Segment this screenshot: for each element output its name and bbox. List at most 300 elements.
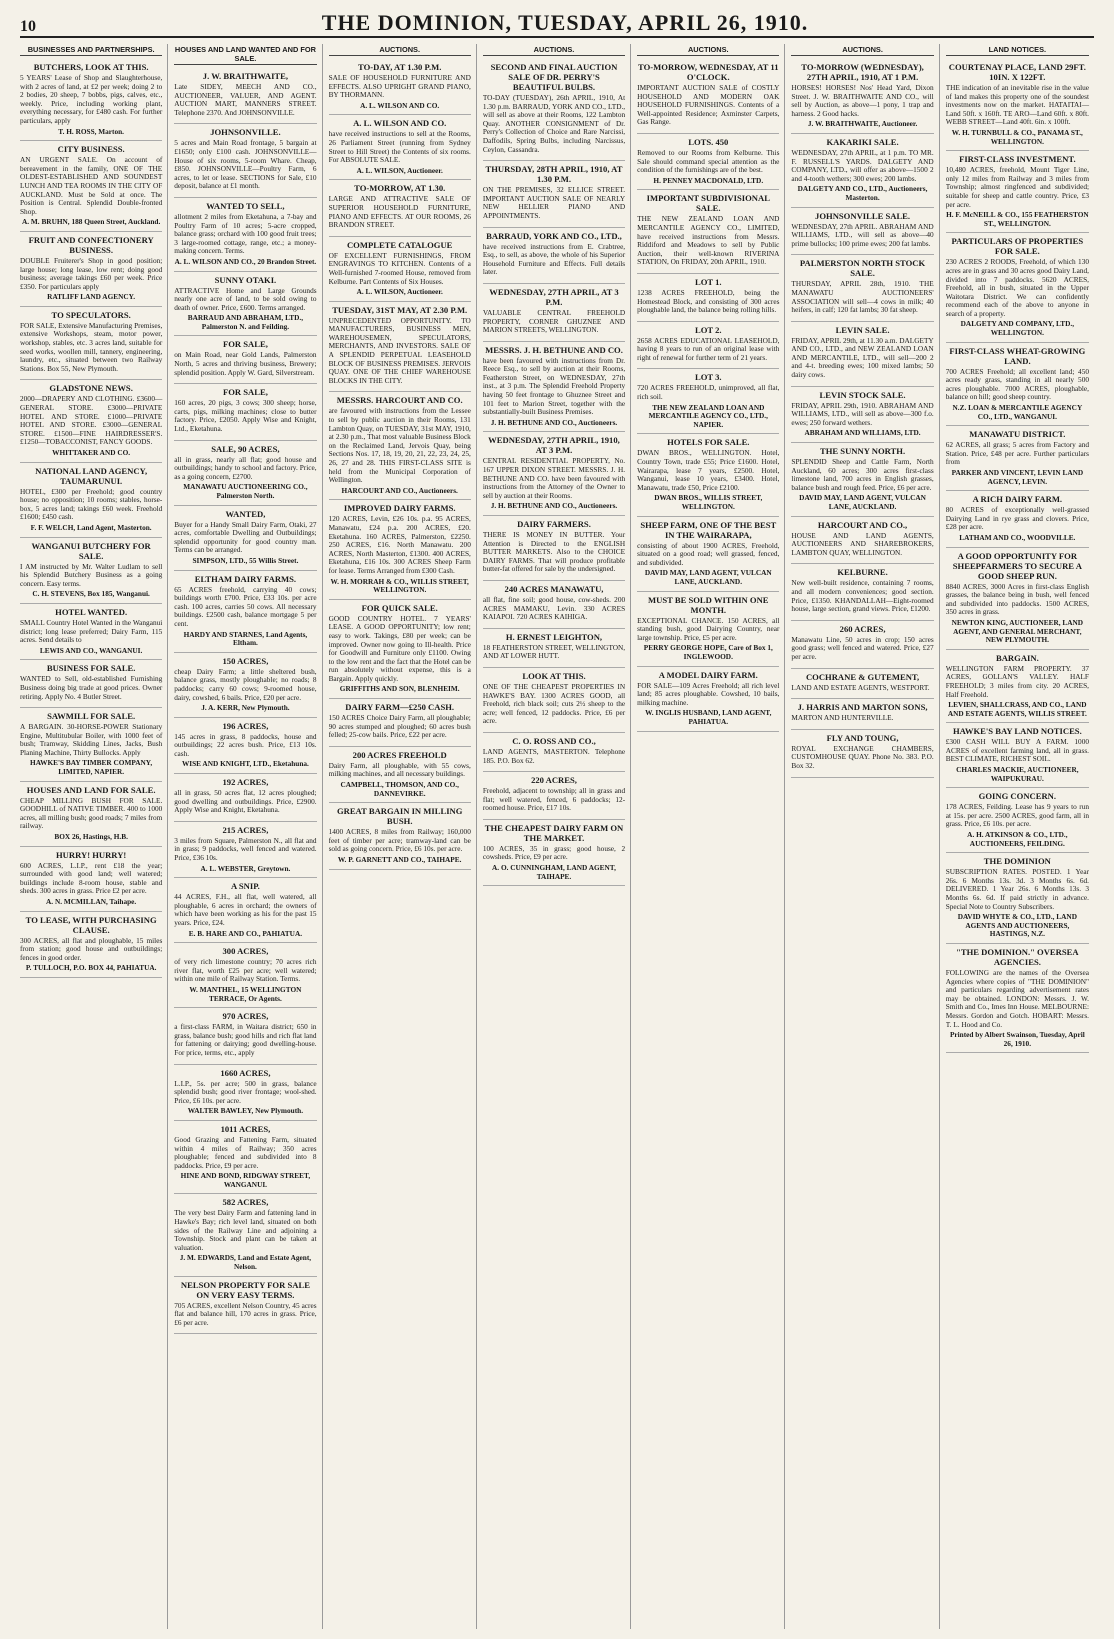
classified-ad: [483, 342, 625, 433]
ad-body: Freehold, adjacent to township; all in grass and flat; well watered, fenced, 6 paddocks; 12-roomed house. Price, £17 10s.: [482, 786, 626, 813]
ad-body: 1238 ACRES FREEHOLD, being the Homestead Block, and consisting of 300 acres ploughable land, the balance being rolling hills.: [637, 287, 780, 315]
ad-body: FOLLOWING are the names of the Oversea Agencies where copies of "THE DOMINION" and particulars regarding advertisement rates may be obtained. LONDON: Messrs. J. W. Smith and Co., Imes Inn House. MELBOURNE: Messrs. Gordon and Gotch. HOBART: Messrs. T. L. Hood and Co.: [945, 967, 1089, 1029]
ad-body: 2000—DRAPERY AND CLOTHING. £3600—GENERAL STORE. £3000—PRIVATE HOTEL AND STORE. £1000—PRIVATE HOTEL AND STORE. £3000—GENERAL STORE. £1500—FINE HAIRDRESSER'S. £1250—TOBACCONIST, FANCY GOODS.: [20, 394, 163, 447]
page-number: 10: [20, 18, 36, 35]
ad-body: DOUBLE Fruiterer's Shop in good position; large house; long lease, low rent; doing good business; average takings £60 per week. Price £350. For particulars apply: [20, 255, 163, 291]
classified-ad: [637, 322, 779, 370]
ad-heading: GREAT BARGAIN IN MILLING BUSH.: [336, 806, 463, 827]
ad-heading: JOHNSONVILLE.: [210, 127, 281, 138]
classified-ad: [791, 134, 933, 208]
classified-ad: [637, 274, 779, 322]
ad-heading: JOHNSONVILLE SALE.: [815, 210, 911, 221]
ad-heading: HARCOURT AND CO.,: [817, 519, 908, 530]
ad-heading: WEDNESDAY, 27TH APRIL, AT 3 P.M.: [489, 286, 619, 307]
ad-heading: BUTCHERS, LOOK AT THIS.: [33, 62, 149, 72]
classified-ad: [946, 723, 1089, 788]
ad-body: 3 miles from Square, Palmerston N., all flat and in grass; 9 paddocks, well fenced and watered. Price, £36 10s.: [174, 835, 317, 863]
ad-body: HOUSE AND LAND AGENTS, AUCTIONEERS AND SHAREBROKERS, LAMBTON QUAY, WELLINGTON.: [791, 530, 934, 557]
ad-body: Manawatu Line, 50 acres in crop; 150 acres good grass; well fenced and watered. Price, £27 per acre.: [791, 634, 934, 661]
ad-body: Late SIDEY, MEECH AND CO., AUCTIONEER, VALUER, AND AGENT. AUCTION MART, MANNERS STREET. Telephone 2370. And JOHNSONVILLE.: [174, 82, 317, 117]
ad-heading: C. O. ROSS AND CO.,: [512, 735, 596, 746]
ad-signature: DWAN BROS., WILLIS STREET, WELLINGTON.: [654, 493, 763, 511]
newspaper-title: THE DOMINION, TUESDAY, APRIL 26, 1910.: [321, 10, 809, 35]
ad-signature: E. B. HARE AND CO., PAHIATUA.: [188, 928, 303, 938]
classified-ad: [20, 141, 162, 232]
ad-signature: Printed by Albert Swainson, Tuesday, April 26, 1910.: [949, 1030, 1085, 1048]
ad-body: CHEAP MILLING BUSH FOR SALE. GOODHILL of NATIVE TIMBER. 400 to 1000 acres, all milling bush; good roads; 7 miles from railway.: [20, 795, 163, 831]
classified-ad: [483, 59, 625, 161]
classified-ad: [637, 517, 779, 592]
ad-body: UNPRECEDENTED OPPORTUNITY. TO MANUFACTURERS, BUSINESS MEN, WAREHOUSEMEN, SPECULATORS, MERCHANTS, AND INVESTORS. SALE OF A SPLENDID PERPETUAL LEASEHOLD BLOCK OF BUSINESS PREMISES. JERVOIS QUAY. ONE OF THE CHIEF WAREHOUSE BLOCKS IN THE CITY.: [328, 315, 471, 385]
classified-ad: [174, 822, 316, 878]
classified-ad: [174, 1194, 316, 1276]
ad-signature: LEVIEN, SHALLCRASS, AND CO., LAND AND ESTATE AGENTS, WILLIS STREET.: [947, 700, 1087, 718]
classified-ad: [174, 653, 316, 718]
ad-signature: LATHAM AND CO., WOODVILLE.: [959, 532, 1076, 542]
column-header: LAND NOTICES.: [946, 45, 1089, 56]
ad-body: Removed to our Rooms from Kelburne. This Sale should command special attention as the condition of the furnishings are of the best.: [637, 147, 780, 175]
classified-ad: [637, 369, 779, 434]
ad-heading: TO-MORROW, AT 1.30.: [354, 183, 446, 194]
ad-heading: J. W. BRAITHWAITE,: [202, 71, 289, 81]
ad-heading: 240 ACRES MANAWATU,: [504, 583, 604, 594]
classified-ad: [329, 180, 471, 236]
ad-signature: A. L. WILSON, Auctioneer.: [356, 287, 443, 297]
ad-heading: SUNNY OTAKI.: [214, 274, 277, 285]
ad-body: 160 acres, 20 pigs, 3 cows; 300 sheep; horse, carts, pigs, milking machines; close to butter factory. Price, £2050. Apply Wise and Knight, Ltd., Eketahuna.: [174, 398, 317, 434]
ad-body: all flat, fine soil; good house, cow-sheds. 200 ACRES MAMAKU, Levin. 330 ACRES KAIAPOI. 720 ACRES KAIHIGA.: [482, 594, 626, 622]
ad-heading: MUST BE SOLD WITHIN ONE MONTH.: [648, 594, 769, 615]
ad-signature: F. F. WELCH, Land Agent, Masterton.: [30, 522, 152, 532]
classified-ad: [174, 878, 316, 943]
ad-body: WANTED to Sell, old-established Furnishing Business doing big trade at good prices. Owner retiring. Apply No. 4 Butler Street.: [20, 674, 163, 701]
ad-body: SPLENDID Sheep and Cattle Farm, North Auckland, 60 acres; 300 acres first-class limestone land, 700 acres in English grasses, balance bush and rough feed. Price, £6 per acre.: [791, 457, 934, 492]
ad-body: WEDNESDAY, 27th APRIL, at 1 p.m. TO MR. F. RUSSELL'S YARDS. DALGETY AND COMPANY, LTD., will offer as above—1500 2 and 4-tooth wethers; 300 ewes; 200 lambs.: [791, 147, 934, 183]
ad-heading: 200 ACRES FREEHOLD: [352, 749, 447, 760]
classified-ad: [174, 68, 316, 124]
classified-ad: [174, 774, 316, 822]
classified-ad: [20, 463, 162, 538]
column-header: AUCTIONS.: [791, 45, 933, 56]
classified-ad: [946, 650, 1089, 724]
ad-body: AN URGENT SALE. On account of bereavement in the family, ONE OF THE OLDEST-ESTABLISHED AND SOUNDEST LUNCH AND TEA ROOMS IN THE CITY OF AUCKLAND. Must be Sold at once. The Position is Central. Splendid Double-fronted Shop.: [20, 155, 163, 216]
ad-heading: THE CHEAPEST DAIRY FARM ON THE MARKET.: [484, 822, 624, 843]
classified-ad: [329, 302, 471, 393]
classified-ad: [791, 517, 933, 565]
classified-ad: [791, 443, 933, 517]
classified-ad: [329, 115, 471, 180]
classified-ad: [637, 592, 779, 667]
classified-ad: [20, 380, 162, 462]
ad-body: LAND AND ESTATE AGENTS, WESTPORT.: [791, 682, 930, 692]
ad-body: THE NEW ZEALAND LOAN AND MERCANTILE AGENCY CO., LIMITED, have received instructions from Messrs. Riddiford and Meadows to sell by Public Auction, their well-known RIVERINA STATION, On FRIDAY, 20th APRIL, 1910.: [637, 214, 780, 267]
ad-heading: GOING CONCERN.: [978, 791, 1057, 802]
ad-body: 44 ACRES, F.H., all flat, well watered, all ploughable, 6 acres in orchard; the owners of which have been working as his for the past 15 years. Price, £24.: [174, 892, 317, 927]
ad-heading: THURSDAY, 28TH APRIL, 1910, AT 1.30 P.M.: [485, 164, 623, 185]
classified-ad: [483, 581, 625, 629]
ad-signature: ABRAHAM AND WILLIAMS, LTD.: [804, 428, 921, 438]
ad-body: 150 ACRES Choice Dairy Farm, all ploughable; 90 acres stumped and ploughed; 60 acres bush felled; 25-cow bails. Price, £22 per acre.: [328, 713, 471, 740]
classified-ad: [946, 944, 1089, 1053]
ad-heading: IMPROVED DAIRY FARMS.: [343, 503, 456, 514]
classified-ad: [174, 506, 316, 571]
column-3: [329, 44, 477, 1629]
ad-body: FOR SALE, Extensive Manufacturing Premises, extensive Workshops, steam, motor power, workshop, stables, etc. 3 acres land, suitable for seed works, woollen mill, tannery, engineering, laundry, etc., situated between two Railway Stations. Box 55, New Plymouth.: [20, 320, 163, 373]
ad-body: GOOD COUNTRY HOTEL. 7 YEARS' LEASE. A GOOD OPPORTUNITY; low rent; easy to work. Takings, £80 per week; can be improved. Owner now going to Ill-health. Price for Goodwill and Furniture only £1100. Owing to the low rent and the fact that the Hotel can be run absolutely without expense, this is a Bargain. Apply quickly.: [328, 613, 471, 683]
classified-ad: [20, 782, 162, 847]
columns-container: [20, 44, 1094, 1629]
ad-body: TO-DAY (TUESDAY), 26th APRIL, 1910, At 1.30 p.m. BARRAUD, YORK AND CO., LTD., will sell as above at their Rooms, 122 Lambton Quay. ANOTHER CONSIGNMENT of Dr. Perry's Collection of Choice and Rare Narcissi, Daffodils, Spring Bulbs, including Narcissus, Ceylon, Cassandra.: [482, 93, 626, 154]
classified-ad: [20, 847, 162, 912]
ad-heading: A GOOD OPPORTUNITY FOR SHEEPFARMERS TO SECURE A GOOD SHEEP RUN.: [952, 550, 1082, 581]
ad-body: 600 ACRES, L.I.P., rent £18 the year; surrounded with good land; well watered; buildings include 8-room house, stable and sheds. 300 acres in grass. Price £2 per acre.: [20, 860, 163, 896]
ad-body: 120 ACRES, Levin, £26 10s. p.a. 95 ACRES, Manawatu, £24 p.a. 200 ACRES, £20. Eketahuna. 160 ACRES, Palmerston, £2250. 250 ACRES, £16. North Manawatu. 200 ACRES, North Masterton, £1300. 400 ACRES, Eketahuna, £16 10s. 300 ACRES Sheep Farm for lease. Terms Arranged from £300 Cash.: [328, 514, 471, 575]
ad-heading: SAWMILL FOR SALE.: [47, 711, 136, 722]
ad-body: WELLINGTON FARM PROPERTY. 37 ACRES, GOLLAN'S VALLEY. HALF FREEHOLD; 3 miles from city. 20 ACRES, Half Freehold.: [945, 663, 1089, 699]
ad-signature: W. H. TURNBULL & CO., PANAMA ST., WELLINGTON.: [951, 127, 1083, 146]
ad-heading: PALMERSTON NORTH STOCK SALE.: [799, 258, 926, 279]
ad-signature: P. TULLOCH, P.O. BOX 44, PAHIATUA.: [25, 963, 157, 973]
ad-body: on Main Road, near Gold Lands, Palmerston North, 5 acres and thriving business, Brewery; splendid position. Apply W. Gard, Silverstream.: [174, 350, 317, 377]
ad-body: 1400 ACRES, 8 miles from Railway; 160,000 feet of timber per acre; tramway-land can be sold as going concern. Price, £6 10s. per acre.: [328, 827, 471, 854]
classified-ad: [791, 255, 933, 321]
ad-heading: TO-MORROW (WEDNESDAY), 27TH APRIL, 1910, AT 1 P.M.: [801, 62, 924, 82]
ad-heading: A MODEL DAIRY FARM.: [658, 669, 758, 680]
ad-body: LAND AGENTS, MASTERTON. Telephone 185. P.O. Box 62.: [482, 746, 626, 765]
classified-ad: [791, 59, 933, 134]
ad-signature: W. H. MORRAH & CO., WILLIS STREET, WELLINGTON.: [330, 576, 469, 595]
ad-heading: H. ERNEST LEIGHTON,: [505, 631, 603, 642]
ad-body: 18 FEATHERSTON STREET, WELLINGTON, AND AT LOWER HUTT.: [482, 642, 626, 661]
column-header: BUSINESSES AND PARTNERSHIPS.: [20, 45, 162, 56]
ad-heading: 192 ACRES,: [222, 777, 269, 788]
ad-signature: DAVID MAY, LAND AGENT, VULCAN LANE, AUCKLAND.: [644, 568, 772, 586]
ad-body: ROYAL EXCHANGE CHAMBERS, CUSTOMHOUSE QUAY. Phone No. 383. P.O. Box 32.: [791, 743, 934, 770]
classified-ad: [946, 343, 1089, 427]
classified-ad: [20, 232, 162, 307]
classified-ad: [483, 161, 625, 227]
ad-heading: NATIONAL LAND AGENCY, TAUMARUNUI.: [35, 465, 148, 486]
column-6: [791, 44, 939, 1629]
ad-signature: DAVID WHYTE & CO., LTD., LAND AGENTS AND AUCTIONEERS, HASTINGS, N.Z.: [957, 912, 1077, 939]
ad-signature: J. A. KERR, New Plymouth.: [201, 703, 290, 713]
classified-ad: [946, 59, 1089, 151]
ad-body: WEDNESDAY, 27th APRIL. ABRAHAM AND WILLIAMS, LTD., will sell as above—40 prime bullocks; 100 prime ewes; 200 fat lambs.: [791, 221, 934, 248]
classified-ad: [637, 190, 779, 274]
classified-ad: [174, 1065, 316, 1121]
ad-heading: 260 ACRES,: [839, 623, 886, 634]
ad-heading: WANTED,: [225, 508, 266, 519]
ad-heading: LEVIN STOCK SALE.: [819, 389, 906, 400]
ad-signature: J. M. EDWARDS, Land and Estate Agent, Nelson.: [179, 1253, 312, 1272]
ad-heading: SHEEP FARM, ONE OF THE BEST IN THE WAIRARAPA,: [640, 519, 777, 540]
ad-signature: MANAWATU AUCTIONEERING CO., Palmerston North.: [183, 482, 308, 500]
ad-heading: FOR QUICK SALE.: [361, 602, 438, 613]
ad-body: Buyer for a Handy Small Dairy Farm, Otaki, 27 acres, comfortable Dwelling and Outbuildings; splendid opportunity for good country man. Terms can be arranged.: [174, 519, 317, 555]
ad-body: I AM instructed by Mr. Walter Ludlam to sell his Splendid Butchery Business as a going concern. Easy terms.: [20, 561, 163, 588]
ad-heading: COURTENAY PLACE, LAND 29FT. 10IN. X 122FT.: [948, 62, 1086, 82]
classified-ad: [791, 699, 933, 730]
ad-heading: SECOND AND FINAL AUCTION SALE OF DR. PERRY'S BEAUTIFUL BULBS.: [490, 62, 618, 92]
ad-body: cheap Dairy Farm; a little sheltered bush, balance grass, mostly ploughable; no roads; 8 paddocks; carry 60 cows; 9-roomed house, dairy, cowshed, 6 bails. Price, £20 per acre.: [174, 666, 317, 702]
ad-signature: HINE AND BOND, RIDGWAY STREET, WANGANUI.: [180, 1171, 311, 1189]
ad-signature: BOX 26, Hastings, H.B.: [54, 832, 128, 842]
ad-heading: 300 ACRES,: [222, 946, 269, 957]
classified-ad: [174, 272, 316, 337]
ad-body: £300 CASH WILL BUY A FARM. 1000 ACRES of excellent farming land, all in grass. BEST CLIMATE, RICHEST SOIL.: [945, 737, 1089, 764]
classified-ad: [174, 1121, 316, 1195]
ad-heading: 970 ACRES,: [222, 1011, 269, 1022]
ad-body: 5 YEARS' Lease of Shop and Slaughterhouse, with 2 acres of land, at £2 per week; doing 2 to 2 bodies, 20 sheep, 7 bobbs, pigs, calves, etc., weekly. Price, including working plant, everything necessary, for £480 cash. For further particulars, apply: [20, 73, 163, 125]
classified-ad: [791, 322, 933, 387]
column-7: [946, 44, 1094, 1629]
ad-signature: N.Z. LOAN & MERCANTILE AGENCY CO., LTD., WANGANUI.: [952, 403, 1083, 421]
ad-body: ATTRACTIVE Home and Large Grounds nearly one acre of land, to be sold owing to death of owner. Price, £600. Terms arranged.: [174, 285, 317, 312]
ad-heading: SALE, 90 ACRES,: [211, 443, 280, 454]
ad-signature: HARCOURT AND CO., Auctioneers.: [341, 485, 458, 495]
ad-signature: W. P. GARNETT AND CO., TAIHAPE.: [337, 855, 462, 864]
ad-heading: THE DOMINION: [983, 856, 1051, 867]
ad-body: 65 ACRES freehold, carrying 40 cows; buildings worth £700. Price, £33 10s. per acre cash. 100 acres, carries 50 cows. All necessary buildings. £2500 cash, balance mortgage 5 per cent.: [174, 584, 317, 628]
ad-heading: MESSRS. HARCOURT AND CO.: [336, 395, 463, 406]
ad-signature: GRIFFITHS AND SON, BLENHEIM.: [339, 684, 460, 694]
ad-heading: 1660 ACRES,: [220, 1067, 271, 1078]
classified-ad: [20, 59, 162, 141]
ad-signature: WALTER BAWLEY, New Plymouth.: [187, 1106, 304, 1116]
classified-ad: [946, 151, 1089, 233]
ad-signature: LEWIS AND CO., WANGANUI.: [39, 645, 143, 655]
ad-body: THE indication of an inevitable rise in the value of land makes this property one of the soundest investments now on the market. HATAITAI—Land 50ft. x 160ft. TE ARO—Land 60ft. x 80ft. WEBB STREET—Land 40ft. 6in. x 100ft.: [945, 83, 1089, 127]
classified-ad: [637, 59, 779, 134]
ad-signature: H. F. McNEILL & CO., 155 FEATHERSTON ST., WELLINGTON.: [946, 210, 1089, 228]
ad-body: have received instructions from E. Crabtree, Esq., to sell, as above, the whole of his Superior Household Furniture and Effects. Full details later.: [482, 241, 626, 277]
column-header: AUCTIONS.: [637, 45, 779, 56]
ad-heading: HOUSES AND LAND FOR SALE.: [26, 784, 156, 795]
ad-body: IMPORTANT AUCTION SALE of COSTLY HOUSEHOLD AND MODERN OAK HOUSEHOLD FURNISHINGS. Contents of a Well-appointed Residence; Axminster Carpets, Gas Range.: [637, 83, 780, 127]
ad-signature: BARRAUD AND ABRAHAM, LTD., Palmerston N. and Feilding.: [187, 313, 304, 331]
classified-ad: [20, 307, 162, 381]
ad-signature: DALGETY AND CO., LTD., Auctioneers, Masterton.: [797, 184, 928, 202]
ad-body: 705 ACRES, excellent Nelson Country, 45 acres flat and balance hill, 170 acres in grass. Price, £6 per acre.: [174, 1300, 317, 1327]
ad-heading: A SNIP.: [231, 881, 260, 892]
ad-signature: PARKER AND VINCENT, LEVIN LAND AGENCY, LEVIN.: [951, 468, 1084, 486]
ad-body: HORSES! HORSES! Nos' Head Yard, Dixon Street. J. W. BRAITHWAITE AND CO., will sell by Auction, as above—1 pony, 1 trap and harness. 2 Good hacks.: [791, 83, 934, 118]
ad-body: Dairy Farm, all ploughable, with 55 cows, milking machines, and all necessary buildings.: [328, 760, 471, 779]
ad-heading: 215 ACRES,: [222, 824, 269, 835]
classified-ad: [20, 538, 162, 604]
classified-ad: [483, 820, 625, 886]
ad-signature: RATLIFF LAND AGENCY.: [47, 292, 136, 302]
ad-heading: "THE DOMINION." OVERSEA AGENCIES.: [956, 946, 1079, 967]
classified-ad: [946, 426, 1089, 491]
ad-body: 5 acres and Main Road frontage, 5 bargain at £1650; only £100 cash. JOHNSONVILLE—House of six rooms, 5-room Whare. Cheap, £850. JOHNSONVILLE—Poultry Farm, 6 acres, to let or lease. SECTIONS for Sale, £10 deposit, balance at £1 month.: [174, 138, 317, 191]
ad-heading: WEDNESDAY, 27TH APRIL, 1910, AT 3 P.M.: [488, 435, 620, 456]
ad-heading: 196 ACRES,: [222, 720, 269, 731]
ad-signature: A. L. WILSON, Auctioneer.: [356, 165, 443, 175]
ad-body: 178 ACRES, Feilding. Lease has 9 years to run at 15s. per acre. 2500 ACRES, good farm, all in grass. Price, £6 10s. per acre.: [945, 802, 1089, 829]
ad-body: THERE IS MONEY IN BUTTER. Your Attention is Directed to the ENGLISH BUTTER MARKETS. Also to the CHOICE DAIRY FARMS. That will produce profitable butter-fat offered for sale by the undersigned.: [482, 530, 626, 574]
classified-ad: [174, 1277, 316, 1335]
ad-heading: CITY BUSINESS.: [57, 144, 125, 155]
ad-heading: NELSON PROPERTY FOR SALE ON VERY EASY TERMS.: [180, 1279, 310, 1300]
ad-body: 145 acres in grass, 8 paddocks, house and outbuildings; 22 acres bush. Price, £13 10s. cash.: [174, 731, 317, 758]
classified-ad: [174, 718, 316, 774]
classified-ad: [791, 564, 933, 620]
ad-body: DWAN BROS., WELLINGTON. Hotel, Country Town, trade £55; Price £1600. Hotel, Wairarapa, lease 7 years, £2500. Hotel, Wanganui, lease 10 years, £3400. Hotel, Manawatu, trade £50, Price £2100.: [637, 448, 780, 492]
ad-heading: FOR SALE,: [222, 339, 268, 350]
ad-heading: DAIRY FARMERS.: [517, 519, 591, 529]
classified-ad: [946, 548, 1089, 650]
classified-ad: [174, 124, 316, 198]
ad-body: L.I.P., 5s. per acre; 500 in grass, balance splendid bush; good river frontage; wool-shed. Price, £6 10s. per acre.: [174, 1078, 317, 1105]
classified-ad: [791, 621, 933, 669]
ad-signature: C. H. STEVENS, Box 185, Wanganui.: [32, 589, 150, 599]
ad-heading: COCHRANE & GUTEMENT,: [805, 671, 920, 682]
ad-body: allotment 2 miles from Eketahuna, a 7-bay and Poultry Farm of 10 acres; 5-acre cropped, balance grass; orchard with 100 good fruit trees; 3 large-roomed cottage, range, etc.; a money-making concern. Terms.: [174, 211, 317, 256]
ad-heading: TO-DAY, AT 1.30 P.M.: [358, 62, 442, 72]
ad-signature: A. L. WILSON AND CO., 20 Brandon Street.: [174, 256, 317, 266]
ad-body: consisting of about 1900 ACRES, Freehold, situated on a good road; well grassed, fenced, and subdivided.: [637, 540, 780, 567]
column-header: AUCTIONS.: [329, 45, 471, 56]
ad-heading: GLADSTONE NEWS.: [49, 383, 133, 394]
ad-heading: 220 ACRES,: [531, 775, 577, 786]
classified-ad: [329, 699, 471, 747]
ad-body: CENTRAL RESIDENTIAL PROPERTY, No. 167 UPPER DIXON STREET. MESSRS. J. H. BETHUNE AND CO. have been favoured with instructions from the Attorney of the Owner to sell by auction at their Rooms.: [482, 456, 626, 500]
classified-ad: [483, 228, 625, 284]
ad-body: all in grass, 50 acres flat, 12 acres ploughed; good dwelling and outbuildings. Price, £2900. Apply Wise and Knight, Eketahuna.: [174, 788, 317, 815]
classified-ad: [483, 629, 625, 668]
ad-signature: WHITTAKER AND CO.: [52, 448, 131, 457]
classified-ad: [946, 491, 1089, 547]
ad-heading: BARGAIN.: [995, 652, 1039, 663]
classified-ad: [483, 668, 625, 733]
ad-body: SMALL Country Hotel Wanted in the Wanganui district; long lease preferred; Dairy Farm, 115 acres. Send details to: [20, 617, 163, 645]
ad-body: LARGE AND ATTRACTIVE SALE OF SUPERIOR HOUSEHOLD FURNITURE, PIANO AND EFFECTS. AT OUR ROOMS, 26 BRANDON STREET.: [328, 194, 471, 230]
classified-ad: [483, 284, 625, 342]
column-1: [20, 44, 168, 1629]
ad-heading: DAIRY FARM—£250 CASH.: [345, 702, 455, 713]
classified-ad: [174, 384, 316, 440]
ad-heading: FLY AND TOUNG,: [826, 732, 899, 743]
ad-signature: W. INGLIS HUSBAND, LAND AGENT, PAHIATUA.: [645, 708, 772, 726]
ad-body: VALUABLE CENTRAL FREEHOLD PROPERTY, CORNER GHUZNEE AND MARION STREETS, WELLINGTON.: [482, 307, 626, 335]
classified-ad: [483, 733, 625, 772]
ad-body: EXCEPTIONAL CHANCE. 150 ACRES, all standing bush, good Dairying Country, near large township. Price, £5 per acre.: [637, 615, 780, 642]
classified-ad: [946, 853, 1089, 944]
classified-ad: [329, 59, 471, 115]
ad-signature: A. H. ATKINSON & CO., LTD., AUCTIONEERS, FEILDING.: [967, 830, 1068, 848]
classified-ad: [329, 500, 471, 599]
ad-heading: FIRST-CLASS WHEAT-GROWING LAND.: [949, 345, 1086, 366]
ad-heading: IMPORTANT SUBDIVISIONAL SALE.: [646, 193, 770, 214]
column-4: [483, 44, 631, 1629]
ad-body: FRIDAY, APRIL 29th, 1910. ABRAHAM AND WILLIAMS, LTD., will sell as above—300 f.o. ewes; 250 forward wethers.: [791, 400, 934, 427]
ad-signature: THE NEW ZEALAND LOAN AND MERCANTILE AGENCY CO., LTD., NAPIER.: [648, 402, 768, 429]
column-header: AUCTIONS.: [483, 45, 625, 56]
classified-ad: [329, 237, 471, 302]
ad-heading: FRUIT AND CONFECTIONERY BUSINESS.: [28, 234, 154, 255]
classified-ad: [174, 441, 316, 506]
classified-ad: [20, 912, 162, 978]
ad-body: 62 ACRES, all grass; 5 acres from Factory and Station. Price, £48 per acre. Further particulars from: [945, 440, 1089, 467]
classified-ad: [174, 1008, 316, 1064]
ad-body: A BARGAIN. 30-HORSE-POWER Stationary Engine, Multitubular Boiler, with 1000 feet of bush; Tramway, Skidding Lines, Jacks, Bush Planing Machine, Thirty Bullocks. Apply: [20, 722, 163, 757]
ad-heading: MESSRS. J. H. BETHUNE AND CO.: [485, 344, 623, 355]
ad-signature: A. L. WILSON AND CO.: [360, 100, 440, 110]
ad-heading: MANAWATU DISTRICT.: [969, 429, 1066, 440]
classified-ad: [791, 669, 933, 700]
ad-heading: LOOK AT THIS.: [522, 670, 586, 681]
ad-heading: LOT 2.: [694, 324, 722, 335]
ad-heading: HOTEL WANTED.: [55, 606, 128, 617]
classified-ad: [946, 788, 1089, 853]
classified-ad: [483, 516, 625, 581]
ad-body: 8840 ACRES, 3000 Acres in first-class English grasses, the balance being in bush, well fenced and subdivided into paddocks. 1500 ACRES, 350 acres in grass.: [945, 581, 1089, 617]
ad-signature: CAMPBELL, THOMSON, AND CO., DANNEVIRKE.: [340, 780, 459, 798]
ad-body: 2658 ACRES EDUCATIONAL LEASEHOLD, having 8 years to run of an original lease with right of renewal for further term of 21 years.: [637, 335, 780, 362]
ad-body: a first-class FARM, in Waitara district; 650 in grass, balance bush; good hills and rich flat land for fattening or dairying; good dwelling-house. For price, terms, etc., apply: [174, 1022, 317, 1057]
ad-signature: HAWKE'S BAY TIMBER COMPANY, LIMITED, NAPIER.: [30, 758, 153, 777]
classified-ad: [20, 604, 162, 660]
ad-signature: DALGETY AND COMPANY, LTD., WELLINGTON.: [960, 319, 1075, 338]
ad-signature: H. PENNEY MACDONALD, LTD.: [653, 175, 764, 185]
ad-body: 80 ACRES of exceptionally well-grassed Dairying Land in rye grass and clovers. Price, £28 per acre.: [945, 505, 1089, 532]
ad-body: 720 ACRES FREEHOLD, unimproved, all flat, rich soil.: [637, 383, 780, 402]
ad-body: all in grass, nearly all flat; good house and outbuildings; handy to school and factory. Price, as a going concern, £2700.: [174, 454, 317, 481]
classified-ad: [20, 660, 162, 708]
column-2: [174, 44, 322, 1629]
masthead: [20, 6, 1094, 38]
ad-signature: HARDY AND STARNES, Land Agents, Eltham.: [183, 629, 308, 648]
classified-ad: [20, 708, 162, 782]
ad-signature: A. M. BRUHN, 188 Queen Street, Auckland.: [21, 217, 161, 227]
ad-heading: TUESDAY, 31ST MAY, AT 2.30 P.M.: [332, 304, 468, 315]
ad-signature: DAVID MAY, LAND AGENT, VULCAN LANE, AUCKLAND.: [799, 493, 926, 511]
ad-heading: TO-MORROW, WEDNESDAY, AT 11 O'CLOCK.: [638, 62, 779, 82]
ad-body: 100 ACRES, 35 in grass; good house, 2 cowsheds. Price, £9 per acre.: [482, 843, 626, 862]
ad-signature: CHARLES MACKIE, AUCTIONEER, WAIPUKURAU.: [956, 765, 1079, 783]
ad-heading: HOTELS FOR SALE.: [667, 437, 750, 448]
ad-heading: A RICH DAIRY FARM.: [972, 494, 1063, 505]
ad-body: SALE OF HOUSEHOLD FURNITURE AND EFFECTS. ALSO UPRIGHT GRAND PIANO, BY THORMANN.: [328, 73, 471, 100]
ad-signature: PERRY GEORGE HOPE, Care of Box 1, INGLEWOOD.: [643, 643, 773, 661]
ad-body: ONE OF THE CHEAPEST PROPERTIES IN HAWKE'S BAY. 1300 ACRES GOOD, all Freehold, rich black soil; cuts 2½ sheep to the acre; well fenced, 12 paddocks. Price, £6 per acre.: [482, 681, 626, 726]
classified-ad: [637, 134, 779, 190]
ad-heading: LOTS. 450: [688, 136, 729, 147]
ad-body: FRIDAY, APRIL 29th, at 11.30 a.m. DALGETY AND CO., LTD., and NEW ZEALAND LOAN AND MERCANTILE, LTD., will sell—200 2 and 4-t. breeding ewes; 100 mixed lambs; 50 dairy cows.: [791, 335, 934, 380]
ad-body: 300 ACRES, all flat and ploughable, 15 miles from station; good house and outbuildings; fences in good order.: [20, 935, 163, 962]
ad-heading: FIRST-CLASS INVESTMENT.: [959, 154, 1076, 165]
ad-heading: LOT 3.: [694, 372, 722, 383]
ad-heading: BUSINESS FOR SALE.: [46, 663, 136, 674]
ad-body: 230 ACRES 2 ROODS, Freehold, of which 130 acres are in grass and 30 acres good Dairy Land, divided into 7 paddocks. 5620 ACRES, Freehold, all in bush, situated in the Upper Waitotara District. We can confidently recommend each of the above to anyone in search of a property.: [945, 257, 1089, 318]
ad-signature: J. H. BETHUNE AND CO., Auctioneers.: [490, 417, 618, 427]
ad-heading: J. HARRIS AND MARTON SONS,: [797, 702, 928, 713]
ad-body: THURSDAY, APRIL 28th, 1910. THE MANAWATU AUCTIONEERS' ASSOCIATION will sell—4 cows in milk; 40 heifers, in calf; 120 fat lambs; 30 fat sheep.: [791, 279, 934, 315]
ad-heading: TO LEASE, WITH PURCHASING CLAUSE.: [25, 914, 157, 935]
classified-ad: [946, 233, 1089, 342]
ad-heading: 582 ACRES,: [222, 1197, 269, 1208]
ad-signature: T. H. ROSS, Marton.: [58, 126, 125, 136]
ad-heading: LOT 1.: [694, 276, 722, 287]
classified-ad: [637, 434, 779, 516]
classified-ad: [174, 198, 316, 272]
classified-ad: [174, 571, 316, 653]
ad-body: The very best Dairy Farm and fattening land in Hawke's Bay; rich level land, situated on both sides of the Railway Line and adjoining a Township. Stock and plant can be taken at valuation.: [174, 1208, 317, 1252]
ad-signature: A. O. CUNNINGHAM, LAND AGENT, TAIHAPE.: [492, 863, 616, 881]
classified-ad: [174, 943, 316, 1008]
classified-ad: [329, 803, 471, 869]
